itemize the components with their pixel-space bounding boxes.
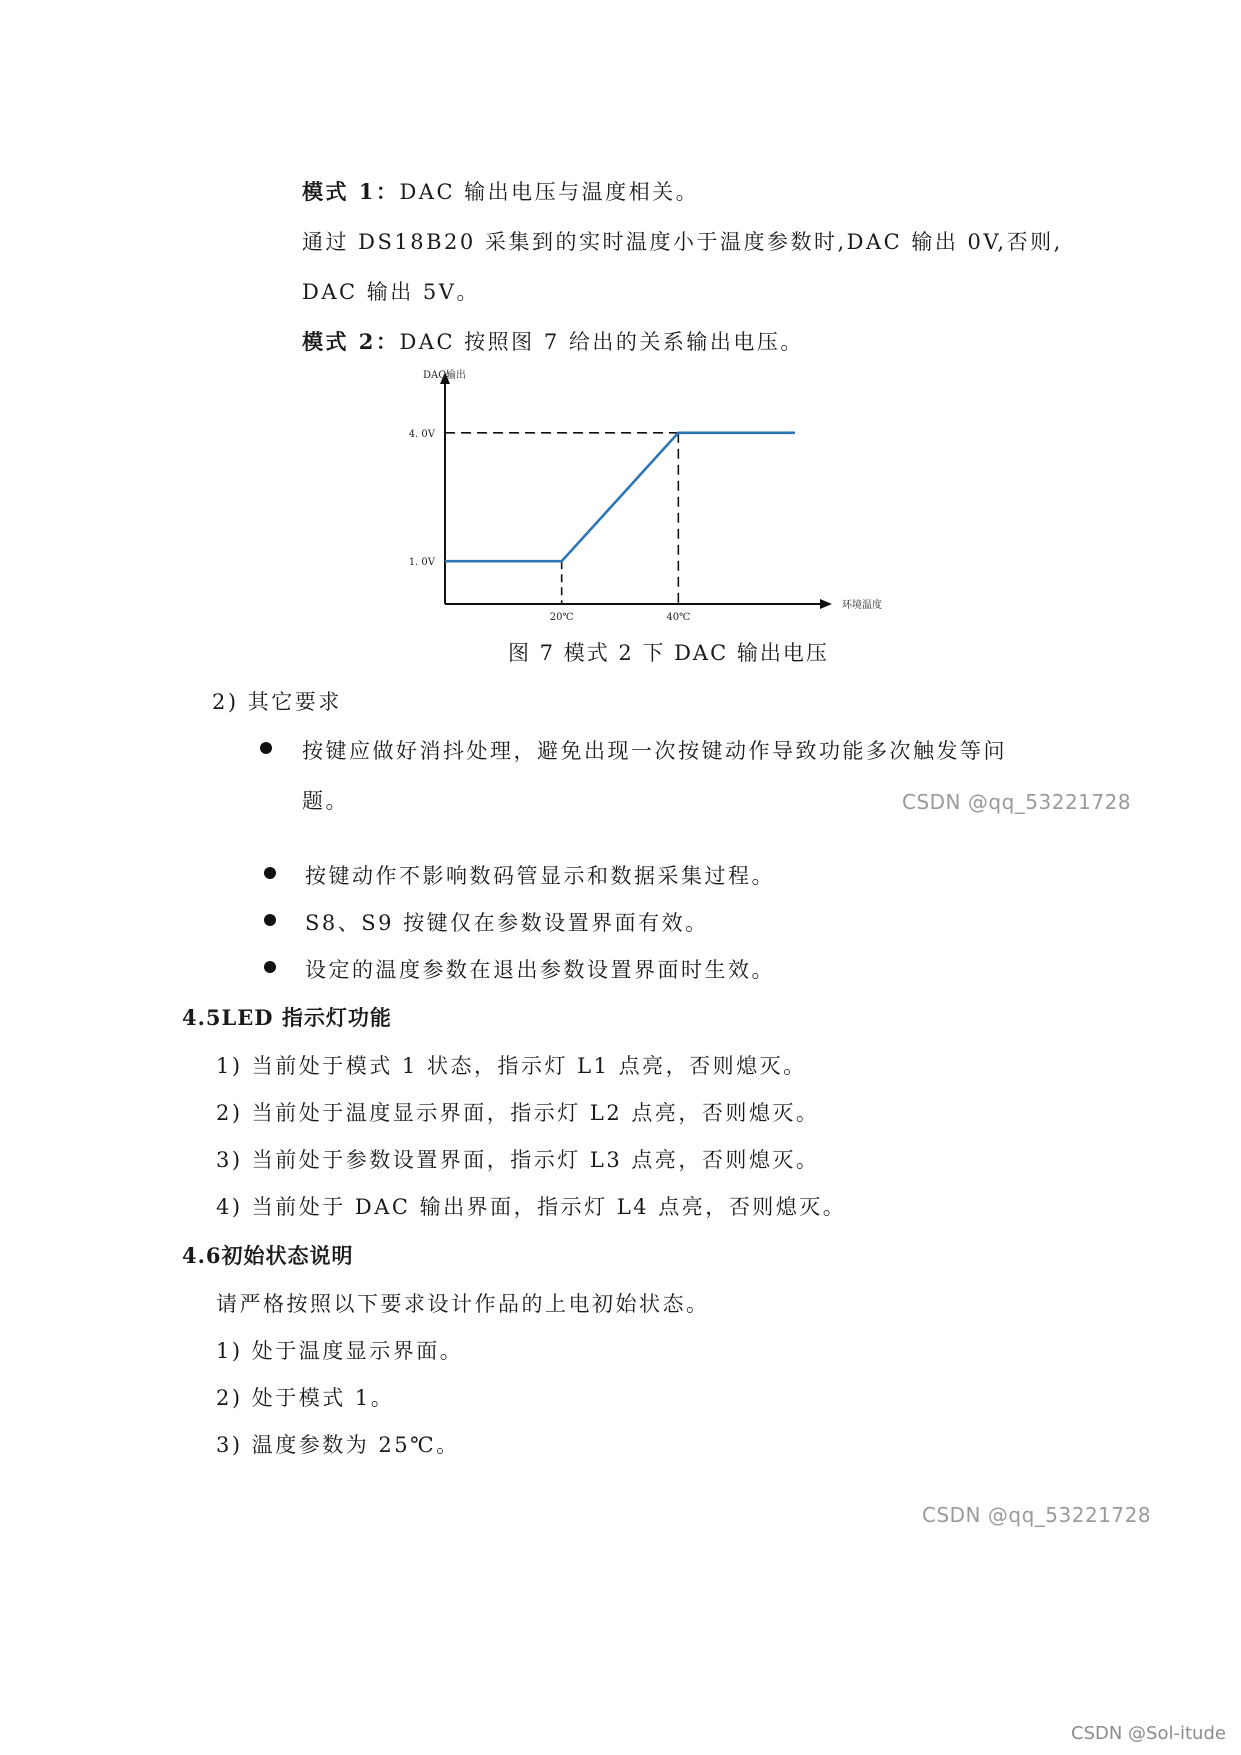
bullet-dot <box>264 867 276 879</box>
watermark-mid: CSDN @qq_53221728 <box>902 790 1132 814</box>
bullet-item-debounce-cont: 题。 <box>302 789 349 813</box>
x-tick-label: 40℃ <box>666 612 691 623</box>
mode1-label: 模式 1： <box>302 179 400 204</box>
bullet-dot <box>264 961 276 973</box>
mode1-desc-line2: DAC 输出 5V。 <box>302 280 480 304</box>
x-tick-label: 20℃ <box>549 612 574 623</box>
bullet-item-param-effect: 设定的温度参数在退出参数设置界面时生效。 <box>305 958 775 982</box>
initial-item-3: 3) 温度参数为 25℃。 <box>216 1433 460 1457</box>
led-item-4: 4) 当前处于 DAC 输出界面，指示灯 L4 点亮，否则熄灭。 <box>216 1195 847 1219</box>
section-4-6-heading: 4.6初始状态说明 <box>182 1243 354 1268</box>
watermark-low: CSDN @qq_53221728 <box>922 1503 1152 1527</box>
mode2-title: DAC 按照图 7 给出的关系输出电压。 <box>399 330 804 354</box>
mode1-desc-line1: 通过 DS18B20 采集到的实时温度小于温度参数时,DAC 输出 0V,否则, <box>302 230 1063 254</box>
watermark-corner: CSDN @Sol-itude <box>1071 1723 1226 1744</box>
bullet-dot <box>264 914 276 926</box>
initial-item-2: 2) 处于模式 1。 <box>216 1386 395 1410</box>
dac-output-chart <box>400 362 882 630</box>
figure-caption: 图 7 模式 2 下 DAC 输出电压 <box>508 641 829 665</box>
x-axis-arrow <box>820 599 832 609</box>
bullet-item-debounce: 按键应做好消抖处理，避免出现一次按键动作导致功能多次触发等问 <box>302 739 1007 763</box>
initial-state-intro: 请严格按照以下要求设计作品的上电初始状态。 <box>216 1292 710 1316</box>
led-item-3: 3) 当前处于参数设置界面，指示灯 L3 点亮，否则熄灭。 <box>216 1148 820 1172</box>
bullet-item-keys-no-affect: 按键动作不影响数码管显示和数据采集过程。 <box>305 864 775 888</box>
section-4-5-heading: 4.5LED 指示灯功能 <box>182 1005 392 1030</box>
bullet-dot <box>260 742 272 754</box>
other-requirements-heading: 2) 其它要求 <box>212 690 342 714</box>
mode1-line <box>302 176 699 206</box>
dac-series-line <box>445 433 795 561</box>
y-tick-label: 4. 0V <box>408 428 435 440</box>
x-axis-label: 环境温度 <box>842 600 882 611</box>
initial-item-1: 1) 处于温度显示界面。 <box>216 1339 464 1363</box>
mode2-label: 模式 2： <box>302 329 400 354</box>
bullet-item-s8-s9: S8、S9 按键仅在参数设置界面有效。 <box>305 911 709 935</box>
y-axis-label: DAC输出 <box>423 370 466 381</box>
led-item-2: 2) 当前处于温度显示界面，指示灯 L2 点亮，否则熄灭。 <box>216 1101 820 1125</box>
y-tick-label: 1. 0V <box>408 557 435 569</box>
mode2-line <box>302 326 804 356</box>
led-item-1: 1) 当前处于模式 1 状态，指示灯 L1 点亮，否则熄灭。 <box>216 1054 807 1078</box>
mode1-title: DAC 输出电压与温度相关。 <box>399 180 700 204</box>
